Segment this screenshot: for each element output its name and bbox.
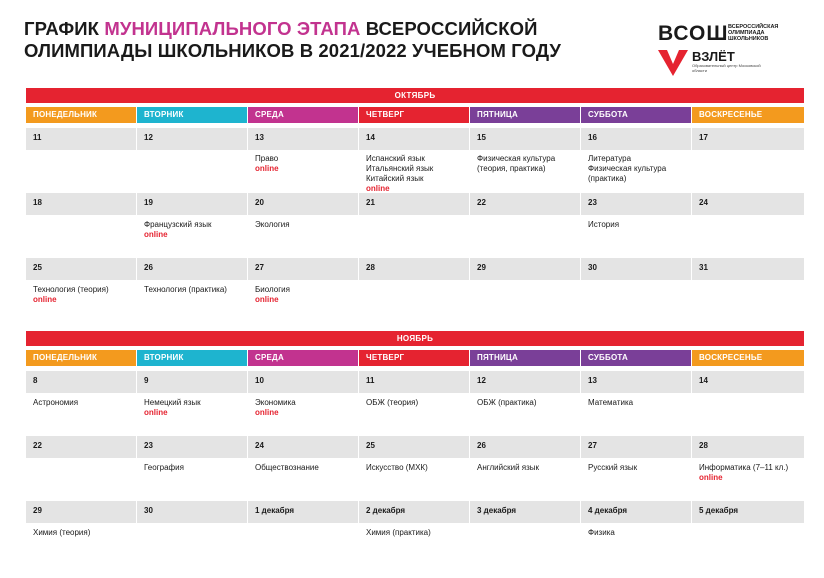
subject-label: Экономика	[255, 398, 296, 407]
day-header: ПЯТНИЦА	[470, 107, 580, 123]
online-badge: online	[699, 473, 723, 482]
subject-label: (практика)	[588, 174, 627, 183]
day-number-cell: 14	[359, 128, 469, 150]
day-number-cell: 26	[137, 258, 247, 280]
subject-label: Технология (практика)	[144, 285, 227, 294]
day-number-cell: 14	[692, 371, 804, 393]
subject-label: Биология	[255, 285, 290, 294]
subject-label: Испанский язык	[366, 154, 425, 163]
day-header: ПОНЕДЕЛЬНИК	[26, 107, 136, 123]
day-number-cell: 31	[692, 258, 804, 280]
day-number-cell: 24	[692, 193, 804, 215]
subject-label: Химия (практика)	[366, 528, 431, 537]
subject-label: Искусство (МХК)	[366, 463, 428, 472]
day-number-cell: 25	[26, 258, 136, 280]
day-number-cell: 3 декабря	[470, 501, 580, 523]
title-accent: МУНИЦИПАЛЬНОГО ЭТАПА	[104, 18, 361, 39]
event-list	[470, 398, 584, 408]
event-list	[359, 154, 473, 194]
subject-label: География	[144, 463, 184, 472]
subject-label: Обществознание	[255, 463, 319, 472]
subject-label: Информатика (7–11 кл.)	[699, 463, 789, 472]
day-number-cell: 1 декабря	[248, 501, 358, 523]
subject-label: Английский язык	[477, 463, 540, 472]
title-part: ВСЕРОССИЙСКОЙ	[360, 18, 538, 39]
day-number-cell: 25	[359, 436, 469, 458]
day-number-cell: 10	[248, 371, 358, 393]
online-badge: online	[33, 295, 57, 304]
online-badge: online	[255, 295, 279, 304]
event-list	[26, 398, 140, 408]
day-header: СУББОТА	[581, 107, 691, 123]
event-list	[359, 463, 473, 473]
event-list	[581, 528, 695, 538]
event-list	[470, 154, 584, 174]
event-list	[692, 463, 808, 483]
day-number-cell: 22	[26, 436, 136, 458]
day-number-cell: 29	[470, 258, 580, 280]
day-header: ВОСКРЕСЕНЬЕ	[692, 350, 804, 366]
day-number-cell: 4 декабря	[581, 501, 691, 523]
event-list	[248, 285, 362, 305]
title-part: ГРАФИК	[24, 18, 105, 39]
day-number-cell: 21	[359, 193, 469, 215]
subject-label: История	[588, 220, 620, 229]
event-list	[248, 154, 362, 174]
day-header: СРЕДА	[248, 350, 358, 366]
day-number-cell: 23	[581, 193, 691, 215]
event-list	[248, 398, 362, 418]
event-list	[581, 154, 695, 184]
event-list	[248, 463, 362, 473]
subject-label: Химия (теория)	[33, 528, 91, 537]
month-bar: ОКТЯБРЬ	[26, 88, 804, 103]
vsosh-logo-caption: ВСЕРОССИЙСКАЯ ОЛИМПИАДА ШКОЛЬНИКОВ	[728, 24, 779, 42]
subject-label: ОБЖ (теория)	[366, 398, 419, 407]
day-number-cell: 22	[470, 193, 580, 215]
day-header: ЧЕТВЕРГ	[359, 350, 469, 366]
subject-label: Экология	[255, 220, 290, 229]
title-line-2: ОЛИМПИАДЫ ШКОЛЬНИКОВ В 2021/2022 УЧЕБНОМ ГОДУ	[24, 40, 561, 61]
event-list	[26, 285, 140, 305]
page-title	[24, 18, 584, 62]
vzlet-logo: ВЗЛЁТ	[692, 49, 735, 64]
day-number-cell: 5 декабря	[692, 501, 804, 523]
subject-label: Литература	[588, 154, 632, 163]
day-number-cell: 8	[26, 371, 136, 393]
day-number-cell: 15	[470, 128, 580, 150]
online-badge: online	[144, 408, 168, 417]
event-list	[137, 285, 251, 295]
day-number-cell: 20	[248, 193, 358, 215]
day-header: СРЕДА	[248, 107, 358, 123]
subject-label: Астрономия	[33, 398, 79, 407]
day-number-cell: 12	[137, 128, 247, 150]
online-badge: online	[144, 230, 168, 239]
vzlet-v-icon	[658, 50, 688, 76]
day-number-cell: 13	[581, 371, 691, 393]
event-list	[359, 398, 473, 408]
online-badge: online	[255, 408, 279, 417]
day-number-cell: 11	[359, 371, 469, 393]
subject-label: Китайский язык	[366, 174, 424, 183]
subject-label: Технология (теория)	[33, 285, 109, 294]
event-list	[248, 220, 362, 230]
subject-label: Физическая культура	[588, 164, 667, 173]
day-number-cell: 2 декабря	[359, 501, 469, 523]
day-number-cell: 23	[137, 436, 247, 458]
day-number-cell: 12	[470, 371, 580, 393]
event-list	[359, 528, 473, 538]
subject-label: Итальянский язык	[366, 164, 434, 173]
event-list	[581, 398, 695, 408]
event-list	[26, 528, 140, 538]
subject-label: Физическая культура	[477, 154, 556, 163]
online-badge: online	[366, 184, 390, 193]
day-header: ВОСКРЕСЕНЬЕ	[692, 107, 804, 123]
day-number-cell: 28	[692, 436, 804, 458]
day-number-cell: 13	[248, 128, 358, 150]
day-header: ВТОРНИК	[137, 350, 247, 366]
logo-block	[658, 22, 808, 82]
event-list	[470, 463, 584, 473]
day-number-cell: 16	[581, 128, 691, 150]
online-badge: online	[255, 164, 279, 173]
event-list	[137, 220, 251, 240]
subject-label: Математика	[588, 398, 634, 407]
day-number-cell: 27	[248, 258, 358, 280]
event-list	[581, 220, 695, 230]
day-number-cell: 11	[26, 128, 136, 150]
day-header: СУББОТА	[581, 350, 691, 366]
subject-label: Право	[255, 154, 279, 163]
month-bar: НОЯБРЬ	[26, 331, 804, 346]
day-number-cell: 18	[26, 193, 136, 215]
day-number-cell: 28	[359, 258, 469, 280]
day-number-cell: 24	[248, 436, 358, 458]
day-header: ЧЕТВЕРГ	[359, 107, 469, 123]
subject-label: ОБЖ (практика)	[477, 398, 537, 407]
day-number-cell: 19	[137, 193, 247, 215]
day-number-cell: 30	[581, 258, 691, 280]
day-header: ПЯТНИЦА	[470, 350, 580, 366]
event-list	[581, 463, 695, 473]
day-number-cell: 17	[692, 128, 804, 150]
day-number-cell: 9	[137, 371, 247, 393]
subject-label: Физика	[588, 528, 615, 537]
vsosh-logo: ВСОШ	[658, 22, 729, 45]
day-header: ПОНЕДЕЛЬНИК	[26, 350, 136, 366]
subject-label: Немецкий язык	[144, 398, 201, 407]
vzlet-logo-caption: Образовательный центр Московской области	[692, 63, 761, 73]
day-number-cell: 29	[26, 501, 136, 523]
subject-label: Французский язык	[144, 220, 212, 229]
day-number-cell: 30	[137, 501, 247, 523]
subject-label: Русский язык	[588, 463, 638, 472]
subject-label: (теория, практика)	[477, 164, 546, 173]
day-number-cell: 27	[581, 436, 691, 458]
event-list	[137, 463, 251, 473]
event-list	[137, 398, 251, 418]
day-number-cell: 26	[470, 436, 580, 458]
title-line-1	[24, 18, 584, 40]
day-header: ВТОРНИК	[137, 107, 247, 123]
